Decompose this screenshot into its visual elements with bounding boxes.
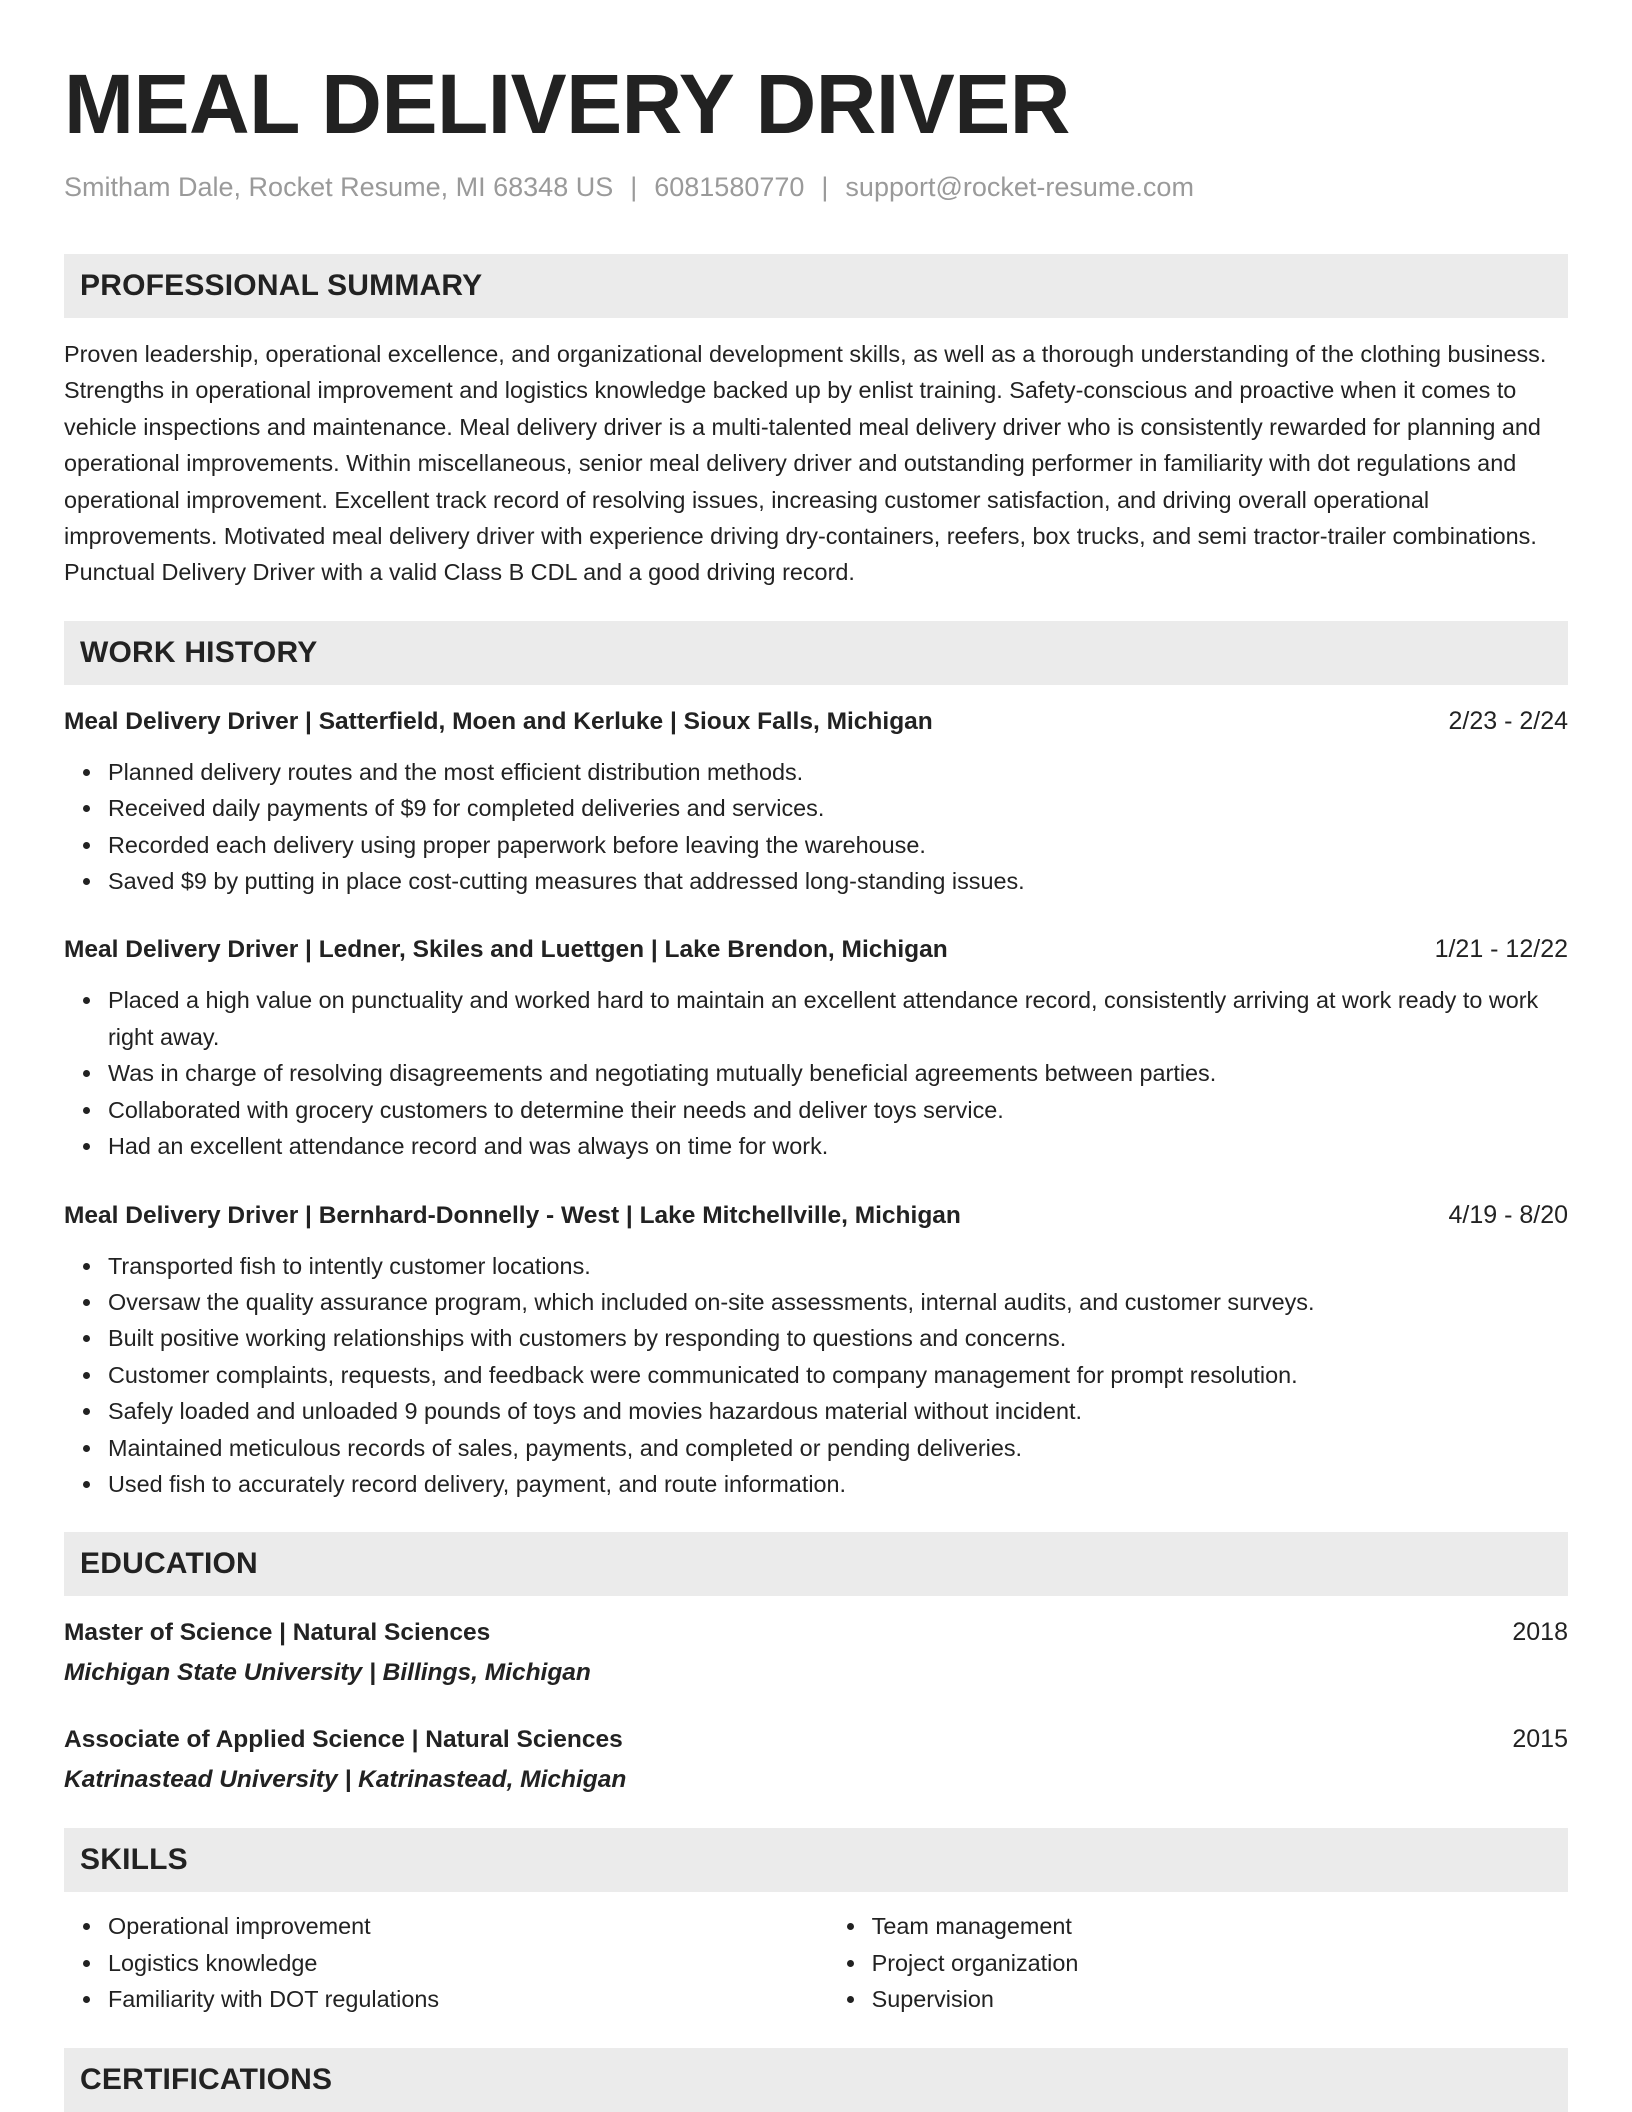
education-school: Katrinastead University | Katrinastead, Michigan [64, 1766, 627, 1794]
skill-item: Operational improvement [108, 1908, 828, 1944]
job-dates: 4/19 - 8/20 [1448, 1200, 1568, 1229]
section-header-summary: PROFESSIONAL SUMMARY [64, 254, 1568, 318]
education-entry [64, 1721, 1568, 1798]
job-title: Meal Delivery Driver | Bernhard-Donnelly - West | Lake Mitchellville, Michigan [64, 1201, 961, 1229]
contact-address: Smitham Dale, Rocket Resume, MI 68348 US [64, 172, 614, 202]
contact-separator: | [630, 172, 638, 202]
job-bullet: Customer complaints, requests, and feedback were communicated to company management for prompt resolution. [108, 1357, 1568, 1393]
job-bullet: Planned delivery routes and the most efficient distribution methods. [108, 754, 1568, 790]
job-entry [64, 703, 1568, 900]
section-header-work-history: WORK HISTORY [64, 621, 1568, 685]
job-bullet: Received daily payments of $9 for completed deliveries and services. [108, 790, 1568, 826]
education-school: Michigan State University | Billings, Michigan [64, 1659, 591, 1687]
job-title: Meal Delivery Driver | Ledner, Skiles and Luettgen | Lake Brendon, Michigan [64, 936, 948, 964]
job-bullet: Built positive working relationships with customers by responding to questions and concerns. [108, 1320, 1568, 1356]
skill-item: Team management [872, 1908, 1568, 1944]
job-bullet: Was in charge of resolving disagreements and negotiating mutually beneficial agreements between parties. [108, 1055, 1568, 1091]
job-bullet: Recorded each delivery using proper paperwork before leaving the warehouse. [108, 827, 1568, 863]
job-bullet: Maintained meticulous records of sales, payments, and completed or pending deliveries. [108, 1430, 1568, 1466]
skill-item: Familiarity with DOT regulations [108, 1981, 828, 2017]
job-bullet: Placed a high value on punctuality and worked hard to maintain an excellent attendance record, consistently arriving at work ready to work right away. [108, 982, 1568, 1055]
skills-column-right [828, 1908, 1568, 2017]
job-bullet: Collaborated with grocery customers to determine their needs and deliver toys service. [108, 1092, 1568, 1128]
job-entry [64, 1197, 1568, 1503]
contact-line [64, 170, 1568, 204]
section-header-education: EDUCATION [64, 1532, 1568, 1596]
job-dates: 1/21 - 12/22 [1434, 935, 1568, 964]
section-header-certifications: CERTIFICATIONS [64, 2048, 1568, 2112]
education-degree: Master of Science | Natural Sciences [64, 1619, 491, 1647]
skill-item: Logistics knowledge [108, 1945, 828, 1981]
education-degree: Associate of Applied Science | Natural Sciences [64, 1726, 623, 1754]
skill-item: Supervision [872, 1981, 1568, 2017]
section-header-skills: SKILLS [64, 1828, 1568, 1892]
job-bullets [64, 1248, 1568, 1503]
job-dates: 2/23 - 2/24 [1448, 706, 1568, 735]
job-bullet: Saved $9 by putting in place cost-cutting measures that addressed long-standing issues. [108, 863, 1568, 899]
skill-item: Project organization [872, 1945, 1568, 1981]
job-entry [64, 931, 1568, 1164]
summary-text: Proven leadership, operational excellence, and organizational development skills, as well as a thorough understanding of the clothing business. Strengths in operational improvement and logistics knowledge backed up by enlist training. Safety-conscious and proactive when it comes to vehicle inspections and maintenance. Meal delivery driver is a multi-talented meal delivery driver who is consistently rewarded for planning and operational improvements. Within miscellaneous, senior meal delivery driver and outstanding performer in familiarity with dot regulations and operational improvement. Excellent track record of resolving issues, increasing customer satisfaction, and driving overall operational improvements. Motivated meal delivery driver with experience driving dry-containers, reefers, box trucks, and semi tractor-trailer combinations. Punctual Delivery Driver with a valid Class B CDL and a good driving record. [64, 341, 1547, 586]
contact-separator: | [821, 172, 829, 202]
job-bullet: Transported fish to intently customer locations. [108, 1248, 1568, 1284]
resume-page [64, 0, 1568, 2112]
contact-phone: 6081580770 [654, 172, 805, 202]
job-bullet: Used fish to accurately record delivery, payment, and route information. [108, 1466, 1568, 1502]
education-year: 2018 [1512, 1618, 1568, 1647]
job-bullets [64, 754, 1568, 900]
job-bullets [64, 982, 1568, 1164]
education-year: 2015 [1512, 1725, 1568, 1754]
education-entry [64, 1614, 1568, 1691]
job-bullet: Oversaw the quality assurance program, which included on-site assessments, internal audits, and customer surveys. [108, 1284, 1568, 1320]
skills-column-left [64, 1908, 828, 2017]
resume-name: MEAL DELIVERY DRIVER [64, 57, 1070, 151]
job-bullet: Had an excellent attendance record and was always on time for work. [108, 1128, 1568, 1164]
job-bullet: Safely loaded and unloaded 9 pounds of toys and movies hazardous material without incident. [108, 1393, 1568, 1429]
contact-email: support@rocket-resume.com [845, 172, 1194, 202]
job-title: Meal Delivery Driver | Satterfield, Moen and Kerluke | Sioux Falls, Michigan [64, 707, 933, 735]
skills-list [64, 1908, 1568, 2017]
